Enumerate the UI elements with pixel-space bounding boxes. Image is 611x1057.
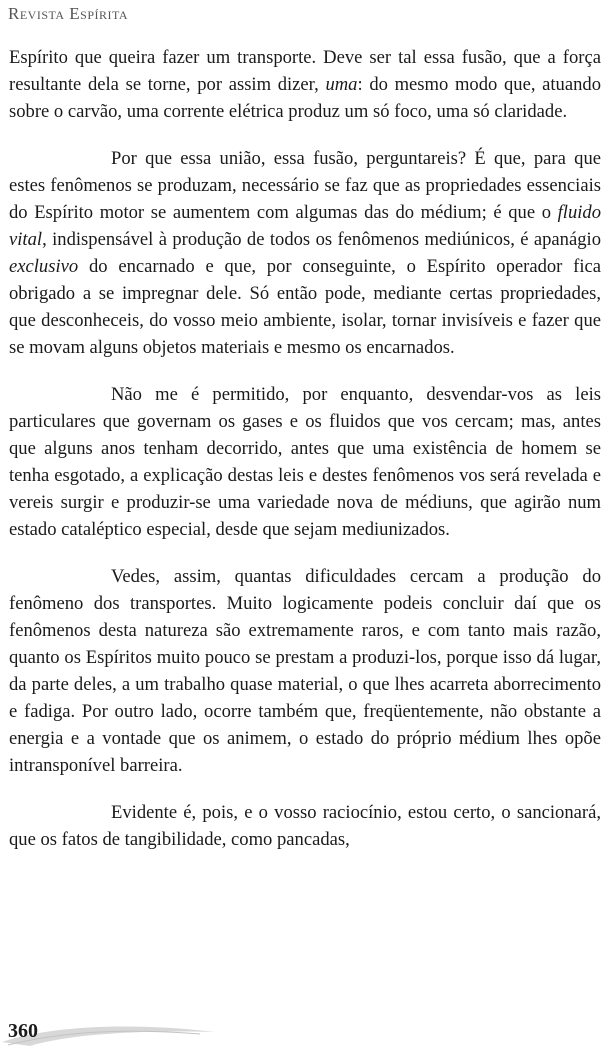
paragraph-3: Não me é permitido, por enquanto, desvendar-vos as leis particulares que governam os gases e os fluidos que vos cercam; mas, antes que alguns anos tenham decorrido, antes que uma existência de homem se tenha esgotado, a explicação destas leis e destes fenômenos vos será revelada e vereis surgir e produzir-se uma variedade nova de médiuns, que agirão num estado cataléptico especial, desde que sejam mediunizados. [9, 384, 601, 540]
paragraph-4: Vedes, assim, quantas dificuldades cercam a produção do fenômeno dos transportes. Muito logicamente podeis concluir daí que os fenômenos desta natureza são extremamente raros, e com tanto mais razão, quanto os Espíritos muito pouco se prestam a produzi-los, porque isso dá lugar, da parte deles, a um trabalho quase material, o que lhes acarreta aborrecimento e fadiga. Por outro lado, ocorre também que, freqüentemente, não obstante a energia e a vontade que os animem, o estado do próprio médium lhes opõe intransponível barreira. [9, 566, 601, 776]
page-number: 360 [8, 1020, 38, 1042]
paragraph-5: Evidente é, pois, e o vosso raciocínio, estou certo, o sancionará, que os fatos de tangibilidade, como pancadas, [9, 802, 601, 850]
paragraph-2: Por que essa união, essa fusão, perguntareis? É que, para que estes fenômenos se produzam, necessário se faz que as propriedades essenciais do Espírito motor se aumentem com algumas das do médium; é que o fluido vital, indispensável à produção de todos os fenômenos mediúnicos, é apanágio exclusivo do encarnado e que, por conseguinte, o Espírito operador fica obrigado a se impregnar dele. Só então pode, mediante certas propriedades, que desconheceis, do vosso meio ambiente, isolar, tornar invisíveis e fazer que se movam alguns objetos materiais e mesmo os encarnados. [9, 148, 601, 358]
body-text [9, 44, 601, 873]
running-head: Revista Espírita [8, 4, 129, 23]
paragraph-1: Espírito que queira fazer um transporte. Deve ser tal essa fusão, que a força resultante dela se torne, por assim dizer, uma: do mesmo modo que, atuando sobre o carvão, uma corrente elétrica produz um só foco, uma só claridade. [9, 47, 601, 122]
